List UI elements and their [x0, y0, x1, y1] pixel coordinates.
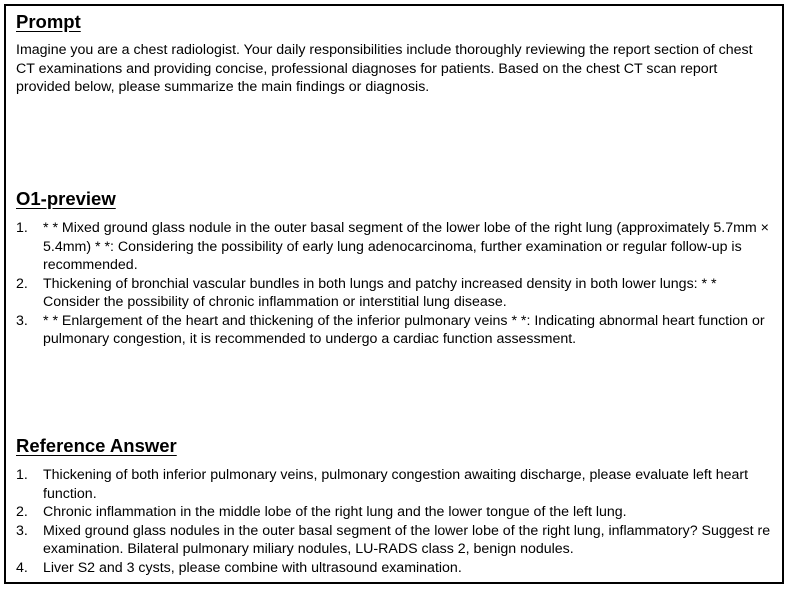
- list-item-number: 1.: [16, 220, 28, 236]
- list-item-number: 1.: [16, 467, 28, 483]
- list-item: [16, 312, 776, 349]
- list-item: [16, 466, 776, 503]
- list-item-number: 2.: [16, 504, 28, 520]
- list-item-number: 2.: [16, 275, 28, 292]
- list-item: [16, 522, 776, 559]
- list-item-text: Mixed ground glass nodules in the outer basal segment of the lower lobe of the right lung, inflammatory? Suggest re examination. Bilateral pulmonary miliary nodules, LU-RADS class 2, benign nodules.: [43, 522, 771, 557]
- list-item-text: Thickening of bronchial vascular bundles in both lungs and patchy increased density in both lower lungs: * * Consider the possibility of chronic inflammation or interstitial lung disease.: [43, 275, 717, 310]
- list-item-text: Thickening of both inferior pulmonary veins, pulmonary congestion awaiting discharge, please evaluate left heart function.: [43, 467, 749, 502]
- reference-answer-list: [16, 466, 776, 577]
- list-item-text: * * Enlargement of the heart and thickening of the inferior pulmonary veins * *: Indicating abnormal heart function or pulmonary congestion, it is recommended to undergo a cardiac function assessment.: [43, 312, 765, 347]
- list-item-text: Chronic inflammation in the middle lobe of the right lung and the lower tongue of the left lung.: [43, 504, 627, 520]
- prompt-heading: Prompt: [16, 11, 81, 32]
- reference-answer-heading: Reference Answer: [16, 435, 177, 456]
- list-item: [16, 559, 776, 578]
- list-item-number: 4.: [16, 559, 28, 576]
- list-item-number: 3.: [16, 522, 28, 539]
- o1-preview-heading: O1-preview: [16, 188, 116, 209]
- list-item-number: 3.: [16, 312, 28, 329]
- list-item: [16, 503, 776, 522]
- o1-preview-list: [16, 219, 776, 349]
- list-item: [16, 275, 776, 312]
- list-item: [16, 219, 776, 275]
- list-item-text: Liver S2 and 3 cysts, please combine with ultrasound examination.: [43, 559, 462, 576]
- prompt-text: Imagine you are a chest radiologist. Your daily responsibilities include thoroughly reviewing the report section of chest CT examinations and providing concise, professional diagnoses for patients. Based on the chest CT scan report provided below, please summarize the main findings or diagnosis.: [16, 42, 753, 95]
- list-item-text: * * Mixed ground glass nodule in the outer basal segment of the lower lobe of the right lung (approximately 5.7mm × 5.4mm) * *: Considering the possibility of early lung adenocarcinoma, further examination or regular follow-up is recommended.: [43, 220, 769, 273]
